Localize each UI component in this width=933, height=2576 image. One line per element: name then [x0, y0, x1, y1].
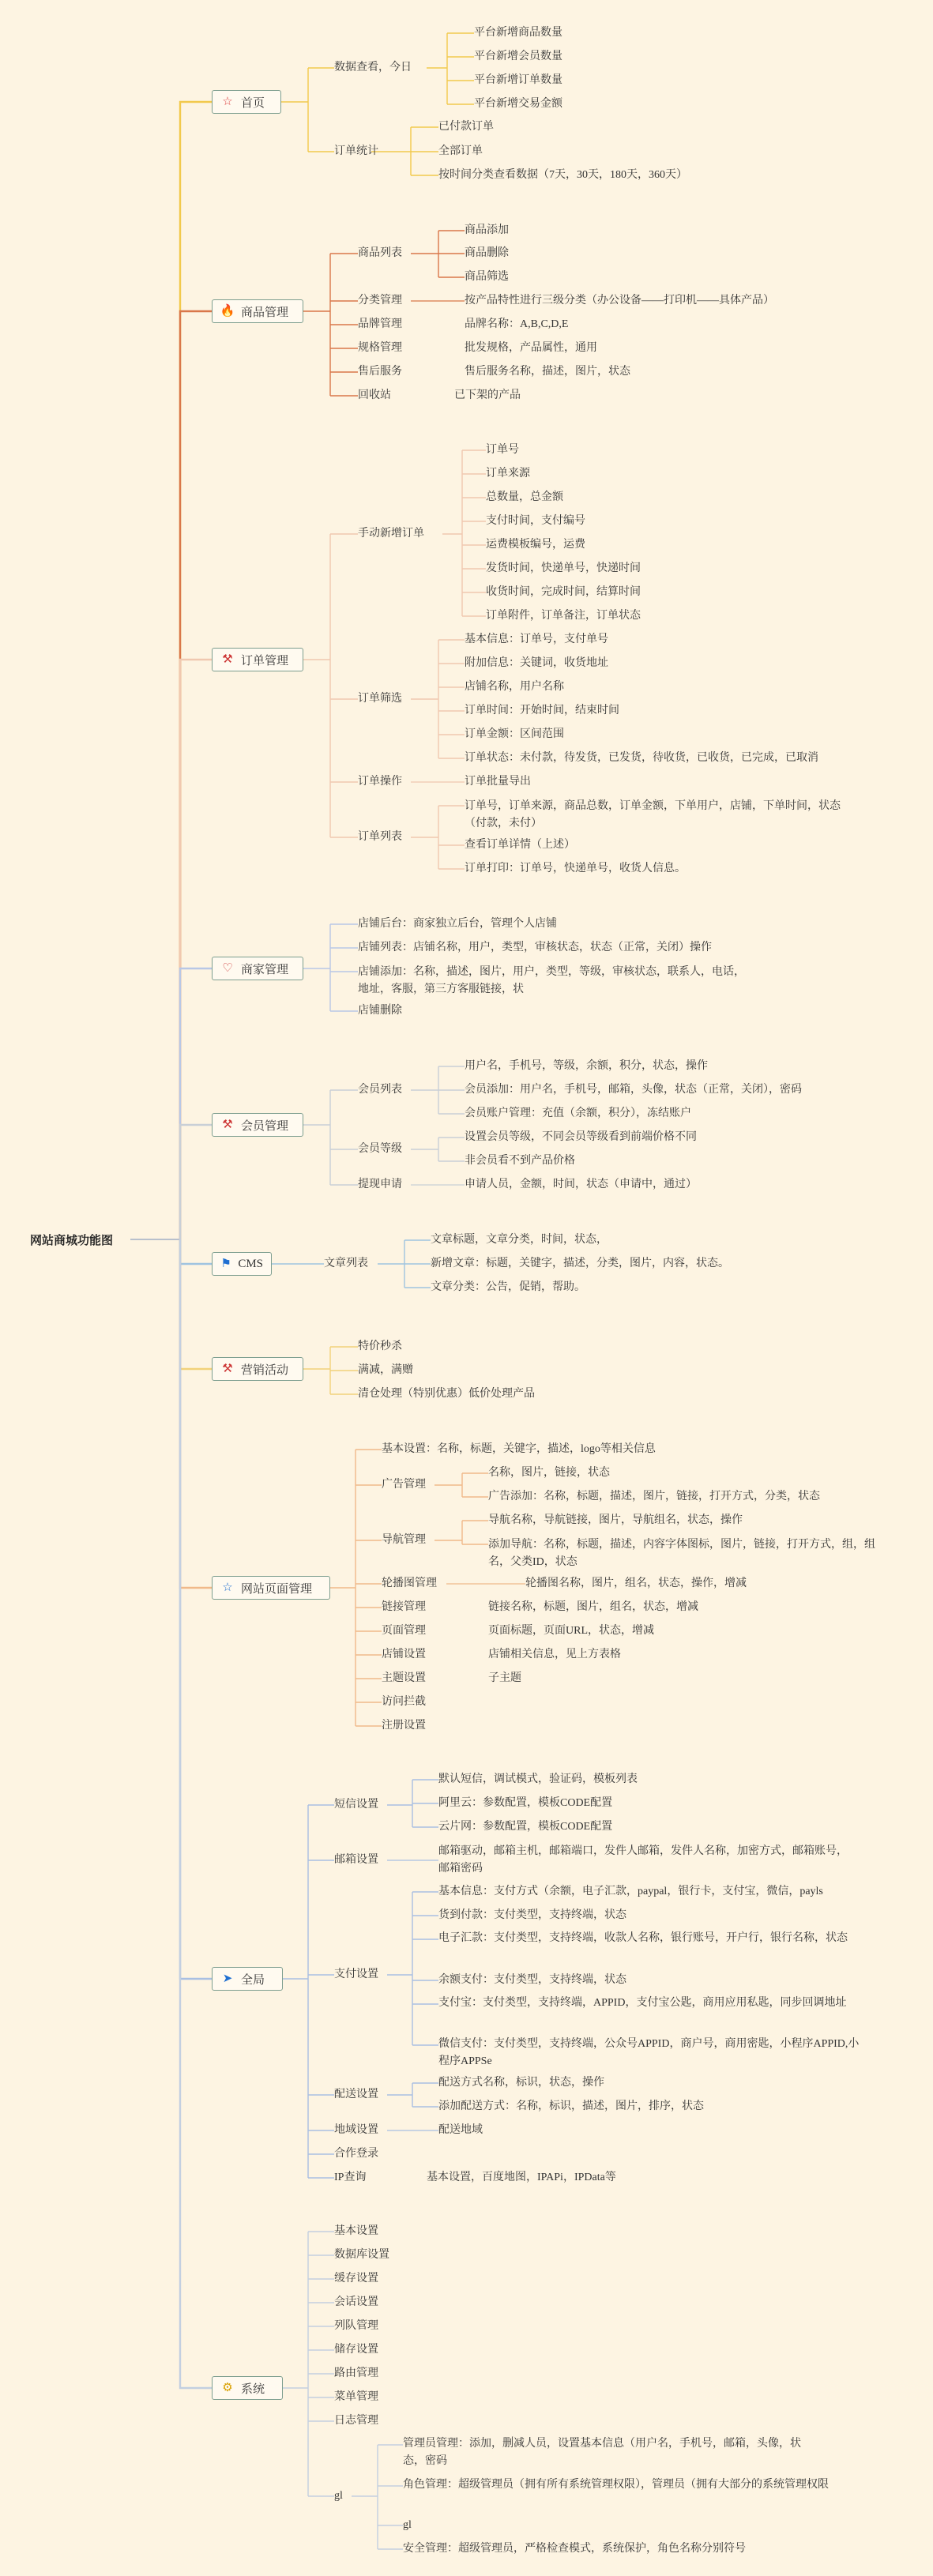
order-filter-item: 店铺名称，用户名称: [465, 681, 564, 693]
member-list: 会员列表: [358, 1084, 402, 1096]
global-ip-item: 基本设置，百度地图，IPAPi，IPData等: [427, 2172, 616, 2183]
merchant-item: 店铺后台：商家独立后台，管理个人店铺: [358, 918, 557, 930]
order-filter-item: 附加信息：关键词，收货地址: [465, 657, 608, 669]
order-manual-item: 运费模板编号，运费: [486, 539, 585, 551]
star-outline-icon: ☆: [222, 1581, 233, 1594]
member-list-item: 会员添加：用户名，手机号，邮箱，头像，状态（正常，关闭），密码: [465, 1084, 802, 1096]
global-mail-item: 邮箱驱动，邮箱主机，邮箱端口，发件人邮箱，发件人名称，加密方式，邮箱账号，邮箱密码: [438, 1845, 848, 1875]
global-delivery-item: 添加配送方式：名称，标识，描述，图片，排序，状态: [438, 2100, 704, 2112]
global-sms: 短信设置: [334, 1799, 378, 1811]
site-basic: 基本设置：名称，标题，关键字，描述，logo等相关信息: [382, 1443, 656, 1455]
node-goods-label: 商品管理: [241, 306, 289, 319]
site-row-label: 主题设置: [382, 1672, 426, 1684]
send-icon: ➤: [222, 1972, 233, 1985]
goods-row-label: 分类管理: [358, 295, 402, 306]
system-gl-item: gl: [403, 2519, 412, 2531]
goods-row-value: 按产品特性进行三级分类（办公设备——打印机——具体产品）: [465, 295, 774, 306]
system-item: 会话设置: [334, 2296, 378, 2308]
order-manual-item: 订单来源: [486, 468, 530, 479]
order-operation-item: 订单批量导出: [465, 776, 531, 788]
home-today-item: 平台新增会员数量: [474, 51, 562, 62]
order-list-item: 订单号，订单来源，商品总数，订单金额，下单用户，店铺，下单时间，状态（付款，未付）: [465, 800, 841, 829]
cms-article-item: 文章标题，文章分类，时间，状态，: [431, 1234, 608, 1246]
site-ad: 广告管理: [382, 1479, 426, 1491]
node-merchant[interactable]: [212, 957, 303, 980]
home-today-data: 数据查看，今日: [334, 62, 412, 73]
goods-row-value: 售后服务名称，描述，图片，状态: [465, 366, 630, 378]
global-pay-item: 基本信息：支付方式（余额，电子汇款，paypal，银行卡，支付宝，微信，payls: [438, 1886, 823, 1897]
system-item: 日志管理: [334, 2415, 378, 2427]
connector-line: [180, 102, 212, 1239]
order-manual-item: 发货时间，快递单号，快递时间: [486, 562, 641, 574]
site-ad-item: 广告添加：名称，标题，描述，图片，链接，打开方式，分类，状态: [488, 1491, 820, 1502]
home-today-item: 平台新增订单数量: [474, 74, 562, 86]
home-today-item: 平台新增交易金额: [474, 98, 562, 110]
system-item: 基本设置: [334, 2225, 378, 2237]
global-pay-item: 微信支付：支付类型，支持终端，公众号APPID，商户号，商用密匙，小程序APPID,小程序APPSe: [438, 2038, 860, 2067]
node-home-label: 首页: [241, 96, 265, 110]
order-filter-item: 订单金额：区间范围: [465, 728, 564, 740]
global-pay: 支付设置: [334, 1969, 378, 1980]
order-list-item: 订单打印：订单号，快递单号，收货人信息。: [465, 863, 686, 874]
home-today-item: 平台新增商品数量: [474, 27, 562, 39]
tools-icon: ⚒: [222, 1363, 233, 1375]
marketing-item: 清仓处理（特别优惠）低价处理产品: [358, 1388, 535, 1400]
global-pay-item: 余额支付：支付类型，支持终端，状态: [438, 1974, 626, 1986]
cms-article-item: 文章分类：公告，促销，帮助。: [431, 1281, 585, 1293]
global-pay-item: 货到付款：支付类型，支持终端，状态: [438, 1909, 626, 1921]
node-member[interactable]: [212, 1113, 303, 1137]
goods-row-label: 售后服务: [358, 366, 402, 378]
home-order-item: 按时间分类查看数据（7天，30天，180天，360天）: [438, 169, 687, 181]
site-row-value: 店铺相关信息，见上方表格: [488, 1649, 621, 1660]
goods-row-label: 品牌管理: [358, 318, 402, 330]
system-item: 菜单管理: [334, 2391, 378, 2403]
root-title: 网站商城功能图: [30, 1235, 114, 1247]
global-coop-login: 合作登录: [334, 2148, 378, 2160]
goods-list-item: 商品筛选: [465, 271, 509, 283]
node-cms-label: CMS: [238, 1257, 263, 1270]
system-item: 路由管理: [334, 2367, 378, 2379]
order-filter-item: 订单时间：开始时间，结束时间: [465, 705, 619, 716]
node-order[interactable]: [212, 648, 303, 671]
site-row-label: 链接管理: [382, 1601, 426, 1613]
marketing-item: 特价秒杀: [358, 1341, 402, 1352]
connector-line: [180, 1239, 212, 1588]
system-gl-item: 管理员管理：添加，删减人员，设置基本信息（用户名，手机号，邮箱，头像，状态，密码: [403, 2438, 801, 2467]
member-level: 会员等级: [358, 1143, 402, 1155]
global-delivery: 配送设置: [334, 2089, 378, 2100]
order-filter-item: 订单状态：未付款，待发货，已发货，待收货，已收货，已完成，已取消: [465, 752, 818, 764]
site-nav-item: 导航名称，导航链接，图片，导航组名，状态，操作: [488, 1514, 743, 1526]
node-order-label: 订单管理: [241, 654, 289, 668]
global-pay-item: 支付宝：支付类型，支持终端，APPID，支付宝公匙，商用应用私匙，同步回调地址: [438, 1997, 847, 2009]
system-item: 缓存设置: [334, 2273, 378, 2285]
order-manual-item: 订单附件，订单备注，订单状态: [486, 610, 641, 622]
home-order-item: 已付款订单: [438, 121, 494, 133]
tools-icon: ⚒: [222, 1119, 233, 1131]
node-site-label: 网站页面管理: [241, 1582, 313, 1596]
order-list: 订单列表: [358, 831, 402, 843]
site-tail-item: 注册设置: [382, 1720, 426, 1732]
goods-row-label: 规格管理: [358, 342, 402, 354]
order-manual-item: 支付时间，支付编号: [486, 515, 585, 527]
system-item: 列队管理: [334, 2320, 378, 2332]
goods-list-item: 商品添加: [465, 224, 509, 236]
connector-line: [180, 1239, 212, 1979]
global-sms-item: 默认短信，调试模式，验证码，模板列表: [438, 1773, 638, 1785]
site-row-label: 店铺设置: [382, 1649, 426, 1660]
site-tail-item: 访问拦截: [382, 1696, 426, 1708]
connector-line: [180, 660, 212, 1239]
site-row-value: 轮播图名称，图片，组名，状态，操作，增减: [525, 1578, 747, 1589]
global-sms-item: 云片网：参数配置，模板CODE配置: [438, 1821, 613, 1833]
site-row-label: 页面管理: [382, 1625, 426, 1637]
order-list-item: 查看订单详情（上述）: [465, 839, 575, 851]
node-system-label: 系统: [241, 2382, 265, 2396]
global-sms-item: 阿里云：参数配置，模板CODE配置: [438, 1797, 613, 1809]
order-manual-item: 订单号: [486, 444, 519, 456]
connector-line: [180, 311, 212, 1239]
node-home[interactable]: [212, 90, 281, 114]
merchant-item: 店铺删除: [358, 1005, 402, 1017]
merchant-item: 店铺添加：名称，描述，图片，用户，类型，等级，审核状态，联系人，电话，地址，客服，第三方客服链接，状: [358, 966, 745, 995]
node-member-label: 会员管理: [241, 1119, 289, 1133]
home-order-stats: 订单统计: [334, 145, 378, 157]
connector-line: [180, 1239, 212, 1264]
goods-row-value: 批发规格，产品属性，通用: [465, 342, 597, 354]
connector-line: [180, 968, 212, 1239]
node-goods[interactable]: [212, 299, 303, 323]
order-operation: 订单操作: [358, 776, 402, 788]
goods-row-value: 品牌名称：A,B,C,D,E: [465, 318, 569, 330]
member-level-item: 设置会员等级，不同会员等级看到前端价格不同: [465, 1131, 697, 1143]
member-withdraw-item: 申请人员，金额，时间，状态（申请中，通过）: [465, 1179, 697, 1190]
flame-icon: 🔥: [220, 305, 235, 318]
node-global[interactable]: [212, 1967, 283, 1991]
star-outline-icon: ☆: [222, 96, 233, 108]
member-withdraw: 提现申请: [358, 1179, 402, 1190]
global-pay-item: 电子汇款：支付类型，支持终端，收款人名称，银行账号，开户行，银行名称，状态: [438, 1932, 848, 1944]
order-filter: 订单筛选: [358, 693, 402, 705]
node-marketing[interactable]: [212, 1357, 303, 1381]
marketing-item: 满减，满赠: [358, 1364, 413, 1376]
member-list-item: 会员账户管理：充值（余额，积分），冻结账户: [465, 1107, 691, 1119]
site-row-value: 链接名称，标题，图片，组名，状态，增减: [488, 1601, 698, 1613]
node-merchant-label: 商家管理: [241, 963, 289, 976]
order-manual-new: 手动新增订单: [358, 528, 424, 540]
site-nav: 导航管理: [382, 1534, 426, 1546]
node-cms[interactable]: [212, 1252, 272, 1276]
order-manual-item: 收货时间，完成时间，结算时间: [486, 586, 641, 598]
connector-line: [180, 1125, 212, 1239]
global-region-item: 配送地域: [438, 2124, 483, 2136]
global-ip: IP查询: [334, 2172, 367, 2183]
member-level-item: 非会员看不到产品价格: [465, 1155, 575, 1167]
node-site[interactable]: [212, 1576, 330, 1600]
heart-outline-icon: ♡: [222, 962, 233, 975]
site-row-label: 轮播图管理: [382, 1578, 437, 1589]
site-ad-item: 名称，图片，链接，状态: [488, 1467, 610, 1479]
connector-line: [180, 1239, 212, 1369]
cms-article-item: 新增文章：标题，关键字，描述，分类，图片，内容，状态。: [431, 1258, 729, 1269]
gear-icon: ⚙: [222, 2382, 233, 2394]
site-nav-item: 添加导航：名称，标题，描述，内容字体图标，图片，链接，打开方式，组，组名，父类ID，状态: [488, 1539, 875, 1568]
order-filter-item: 基本信息：订单号，支付单号: [465, 634, 608, 645]
goods-list: 商品列表: [358, 247, 402, 259]
tools-icon: ⚒: [222, 653, 233, 666]
goods-row-label: 回收站: [358, 389, 391, 401]
site-row-value: 页面标题，页面URL，状态，增减: [488, 1625, 654, 1637]
member-list-item: 用户名，手机号，等级，余额，积分，状态，操作: [465, 1060, 708, 1072]
system-gl-item: 角色管理：超级管理员（拥有所有系统管理权限），管理员（拥有大部分的系统管理权限: [403, 2479, 829, 2491]
system-item: 储存设置: [334, 2344, 378, 2356]
connector-line: [180, 1239, 212, 2388]
site-row-value: 子主题: [488, 1672, 521, 1684]
global-region: 地域设置: [334, 2124, 378, 2136]
global-delivery-item: 配送方式名称，标识，状态，操作: [438, 2077, 604, 2089]
cms-article-list: 文章列表: [324, 1258, 368, 1269]
node-system[interactable]: [212, 2376, 283, 2400]
global-mail: 邮箱设置: [334, 1854, 378, 1866]
order-manual-item: 总数量，总金额: [486, 491, 563, 503]
flag-icon: ⚑: [220, 1258, 231, 1270]
node-global-label: 全局: [241, 1973, 265, 1987]
system-gl: gl: [334, 2490, 343, 2502]
system-gl-item: 安全管理：超级管理员，严格检查模式，系统保护，角色名称分别符号: [403, 2543, 746, 2555]
system-item: 数据库设置: [334, 2249, 389, 2261]
node-marketing-label: 营销活动: [241, 1363, 289, 1377]
goods-row-value: 已下架的产品: [454, 389, 521, 401]
merchant-item: 店铺列表：店铺名称，用户，类型，审核状态，状态（正常，关闭）操作: [358, 942, 712, 953]
home-order-item: 全部订单: [438, 145, 483, 157]
goods-list-item: 商品删除: [465, 247, 509, 259]
